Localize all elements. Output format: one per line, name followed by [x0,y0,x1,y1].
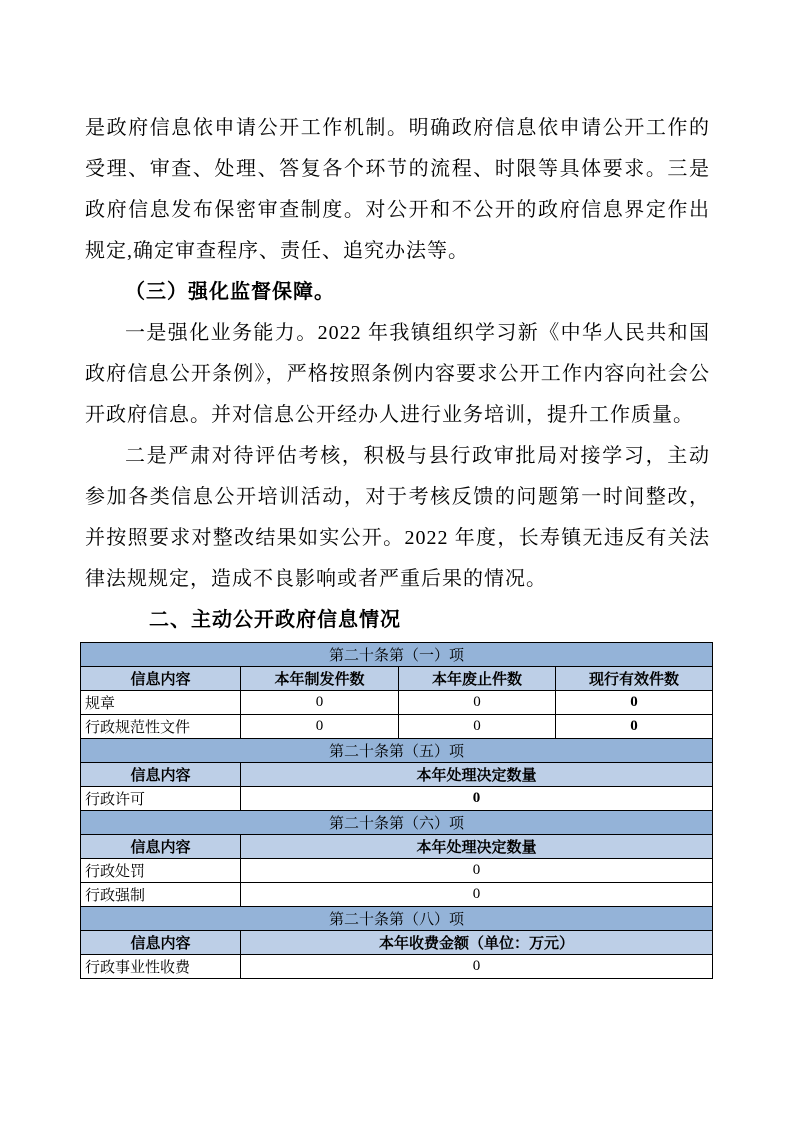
table-column-header: 本年废止件数 [399,667,556,691]
table-cell-value: 0 [399,691,556,715]
table-column-header: 信息内容 [81,763,241,787]
table-column-header: 现行有效件数 [556,667,713,691]
section-heading-proactive-disclosure: 二、主动公开政府信息情况 [149,609,401,631]
table-cell-value: 0 [241,787,713,811]
table-column-header: 信息内容 [81,931,241,955]
table-column-header: 信息内容 [81,835,241,859]
table-column-header: 本年制发件数 [241,667,399,691]
table-header-row [81,667,713,691]
table-header-row [81,763,713,787]
table-cell-value: 0 [399,715,556,739]
table-cell-value: 0 [556,715,713,739]
table-row-label: 行政处罚 [81,859,241,883]
table-column-header: 本年收费金额（单位：万元） [241,931,713,955]
paragraph-continued: 是政府信息依申请公开工作机制。明确政府信息依申请公开工作的受理、审查、处理、答复各个环节的流程、时限等具体要求。三是政府信息发布保密审查制度。对公开和不公开的政府信息界定作出规定,确定审查程序、责任、追究办法等。 [85,117,710,262]
table-section-title: 第二十条第（一）项 [81,643,713,667]
table-row [81,715,713,739]
table-row-label: 行政事业性收费 [81,955,241,979]
table-section-row [81,739,713,763]
table-row-label: 规章 [81,691,241,715]
table-row [81,787,713,811]
table-cell-value: 0 [241,883,713,907]
table-cell-value: 0 [241,955,713,979]
table-header-row [81,835,713,859]
table-section-row [81,643,713,667]
info-table-body [81,643,713,979]
info-table [80,642,713,979]
table-section-title: 第二十条第（八）项 [81,907,713,931]
table-row-label: 行政强制 [81,883,241,907]
table-row [81,883,713,907]
table-section-row [81,907,713,931]
table-cell-value: 0 [556,691,713,715]
table-row [81,691,713,715]
disclosure-table-wrapper [80,642,710,979]
table-section-title: 第二十条第（六）项 [81,811,713,835]
table-row [81,955,713,979]
subsection-heading-strengthen-supervision: （三）强化监督保障。 [125,281,335,303]
table-cell-value: 0 [241,691,399,715]
table-section-row [81,811,713,835]
table-header-row [81,931,713,955]
table-cell-value: 0 [241,715,399,739]
paragraph-business-capability: 一是强化业务能力。2022 年我镇组织学习新《中华人民共和国政府信息公开条例》，严格按照条例内容要求公开工作内容向社会公开政府信息。并对信息公开经办人进行业务培训，提升工作质量。 [85,322,710,426]
paragraph-assessment: 二是严肃对待评估考核，积极与县行政审批局对接学习，主动参加各类信息公开培训活动，对于考核反馈的问题第一时间整改，并按照要求对整改结果如实公开。2022 年度，长寿镇无违反有关法律法规规定，造成不良影响或者严重后果的情况。 [85,445,710,590]
table-column-header: 本年处理决定数量 [241,763,713,787]
table-cell-value: 0 [241,859,713,883]
table-row-label: 行政规范性文件 [81,715,241,739]
table-row-label: 行政许可 [81,787,241,811]
table-row [81,859,713,883]
table-section-title: 第二十条第（五）项 [81,739,713,763]
table-column-header: 本年处理决定数量 [241,835,713,859]
table-column-header: 信息内容 [81,667,241,691]
